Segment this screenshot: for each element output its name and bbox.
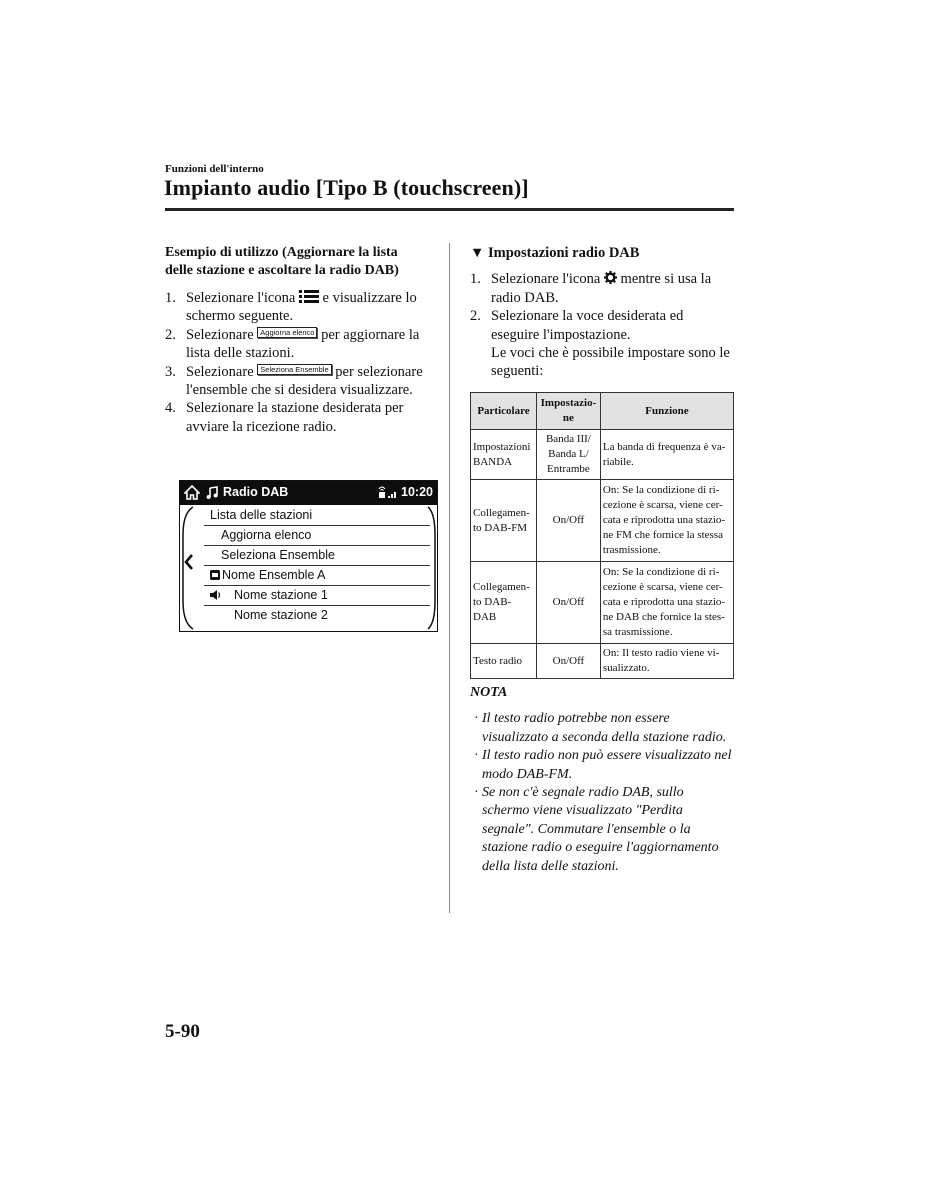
signal-icon bbox=[378, 485, 398, 499]
gear-icon bbox=[604, 271, 617, 284]
step-number: 2. bbox=[470, 308, 481, 325]
page-number: 5-90 bbox=[165, 1021, 200, 1042]
step-number: 1. bbox=[165, 290, 176, 306]
table-cell: La banda di frequenza è va-riabile. bbox=[600, 430, 733, 480]
step-4 bbox=[165, 399, 427, 436]
step-3 bbox=[165, 363, 427, 400]
step-text: mentre si usa la radio DAB. bbox=[491, 271, 712, 306]
seleziona-ensemble-button-ref: Seleziona Ensemble bbox=[257, 364, 331, 375]
table-cell: Testo radio bbox=[471, 644, 537, 679]
column-header: Particolare bbox=[471, 393, 537, 430]
back-chevron-icon[interactable] bbox=[184, 553, 194, 571]
dab-settings-table bbox=[470, 392, 734, 679]
step-text: Selezionare l'icona bbox=[491, 271, 601, 288]
triangle-down-icon: ▼ bbox=[470, 245, 485, 261]
column-header: Impostazio-ne bbox=[536, 393, 600, 430]
note-block bbox=[470, 684, 734, 876]
step-text: Selezionare l'icona bbox=[186, 290, 296, 306]
step-2 bbox=[165, 326, 427, 363]
radio-dab-screen bbox=[179, 480, 438, 632]
list-item-ensemble[interactable] bbox=[204, 566, 430, 586]
step-text: Selezionare la voce desiderata ed eseguire l'impostazione. bbox=[491, 308, 684, 343]
dab-settings-heading bbox=[470, 244, 734, 262]
step-text-extra: Le voci che è possibile impostare sono le seguenti: bbox=[491, 345, 730, 380]
table-cell: Impostazioni BANDA bbox=[471, 430, 537, 480]
page-title: Impianto audio [Tipo B (touchscreen)] bbox=[164, 175, 529, 200]
column-divider bbox=[449, 243, 450, 913]
list-item-refresh[interactable]: Aggiorna elenco bbox=[204, 526, 430, 546]
step-1 bbox=[470, 270, 734, 307]
right-column bbox=[470, 244, 734, 381]
table-row bbox=[471, 644, 734, 679]
table-header-row bbox=[471, 393, 734, 430]
step-text: per aggiornare la lista delle stazioni. bbox=[186, 326, 420, 362]
table-cell: On: Se la condizione di ri-cezione è scarsa, viene cer-cata e riprodotta una stazio-ne DAB che fornice la stes-sa trasmissione. bbox=[600, 562, 733, 644]
step-2 bbox=[470, 307, 734, 381]
note-item: · Il testo radio non può essere visualizzato nel modo DAB-FM. bbox=[474, 748, 732, 782]
list-item-station[interactable]: Nome stazione 2 bbox=[234, 608, 328, 622]
table-cell: Banda III/ Banda L/ Entrambe bbox=[536, 430, 600, 480]
step-text: Selezionare la stazione desiderata per avviare la ricezione radio. bbox=[186, 400, 404, 435]
table-cell: On/Off bbox=[536, 644, 600, 679]
note-item: · Il testo radio potrebbe non essere visualizzato a seconda della stazione radio. bbox=[474, 711, 727, 745]
speaker-icon bbox=[210, 590, 222, 600]
screen-title: Radio DAB bbox=[223, 485, 289, 499]
table-cell: On: Il testo radio viene vi-sualizzato. bbox=[600, 644, 733, 679]
table-row bbox=[471, 562, 734, 644]
table-cell: On: Se la condizione di ri-cezione è scarsa, viene cer-cata e riprodotta una stazio-ne FM che fornice la stessa trasmissione. bbox=[600, 480, 733, 562]
step-number: 4. bbox=[165, 400, 176, 417]
list-item-select-ensemble[interactable]: Seleziona Ensemble bbox=[204, 546, 430, 566]
step-text: e visualizzare lo schermo seguente. bbox=[186, 290, 417, 325]
note-title: NOTA bbox=[470, 685, 508, 700]
column-header: Funzione bbox=[600, 393, 733, 430]
step-number: 1. bbox=[470, 271, 481, 288]
step-1 bbox=[165, 289, 427, 326]
example-heading: Esempio di utilizzo (Aggiornare la lista delle stazione e ascoltare la radio DAB) bbox=[165, 245, 399, 278]
step-text: Selezionare bbox=[186, 363, 254, 380]
table-row bbox=[471, 480, 734, 562]
list-item-station[interactable] bbox=[204, 586, 430, 606]
station-name: Nome stazione 1 bbox=[234, 588, 328, 602]
list-menu-icon bbox=[299, 290, 319, 303]
table-row bbox=[471, 430, 734, 480]
aggiorna-elenco-button-ref: Aggiorna elenco bbox=[257, 327, 317, 338]
home-icon bbox=[184, 485, 200, 500]
note-text: Il testo radio potrebbe non essere visualizzato a seconda della stazione radio. bbox=[482, 711, 727, 745]
title-rule bbox=[165, 208, 734, 211]
dab-settings-steps bbox=[470, 270, 734, 380]
ensemble-icon bbox=[210, 570, 220, 580]
note-text: Il testo radio non può essere visualizzato nel modo DAB-FM. bbox=[482, 748, 732, 782]
table-cell: On/Off bbox=[536, 480, 600, 562]
screen-status-bar bbox=[180, 481, 437, 505]
screen-right-frame bbox=[427, 505, 437, 631]
section-label: Funzioni dell'interno bbox=[165, 163, 264, 175]
ensemble-name: Nome Ensemble A bbox=[222, 568, 326, 582]
step-text: per selezionare l'ensemble che si desidera visualizzare. bbox=[186, 363, 423, 399]
step-number: 2. bbox=[165, 326, 176, 343]
note-item: · Se non c'è segnale radio DAB, sullo schermo viene visualizzato "Perdita segnale". Commutare l'ensemble o la stazione radio o eseguire l'aggiornamento della lista delle stazioni. bbox=[474, 785, 719, 874]
note-text: Se non c'è segnale radio DAB, sullo schermo viene visualizzato "Perdita segnale". Commutare l'ensemble o la stazione radio o eseguire l'aggiornamento della lista delle stazioni. bbox=[482, 785, 719, 874]
table-cell: Collegamen-to DAB-FM bbox=[471, 480, 537, 562]
table-cell: On/Off bbox=[536, 562, 600, 644]
step-number: 3. bbox=[165, 363, 176, 380]
table-cell: Collegamen-to DAB-DAB bbox=[471, 562, 537, 644]
screen-clock: 10:20 bbox=[401, 485, 433, 499]
list-item-station-list[interactable]: Lista delle stazioni bbox=[204, 506, 430, 526]
music-note-icon bbox=[206, 486, 218, 499]
dab-settings-heading-text: Impostazioni radio DAB bbox=[487, 245, 640, 261]
station-list bbox=[204, 506, 430, 625]
step-text: Selezionare bbox=[186, 326, 254, 343]
left-column bbox=[165, 244, 427, 436]
example-steps bbox=[165, 289, 427, 436]
